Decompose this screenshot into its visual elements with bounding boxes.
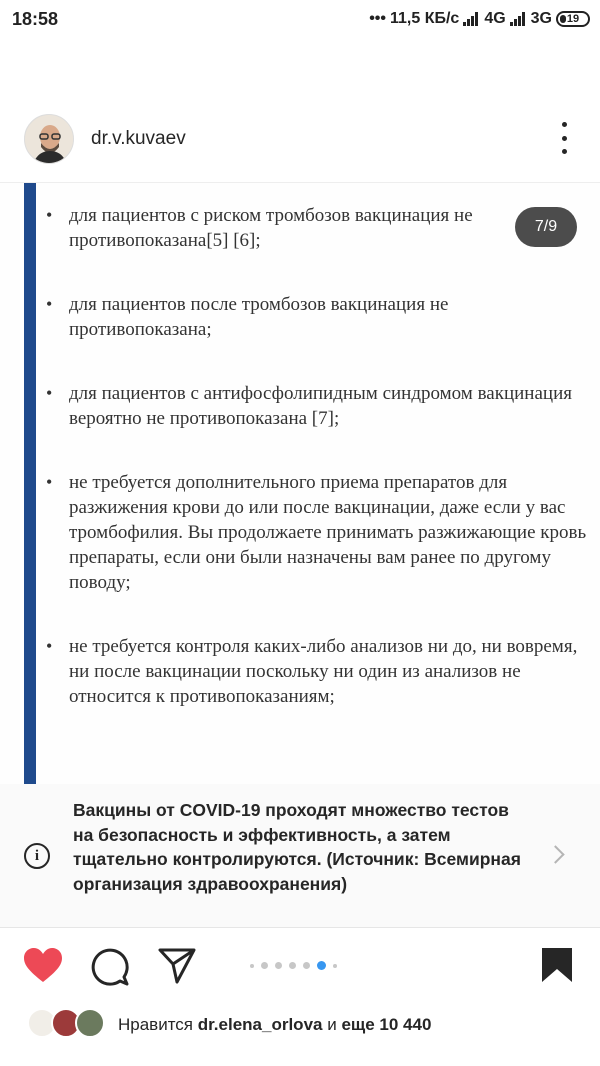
info-icon: i xyxy=(24,843,50,869)
page-counter: 7/9 xyxy=(515,207,577,247)
list-item: • не требуется дополнительного приема препаратов для разжижения крови до или после вакцинации, даже если у вас тромбофилия. Вы продолжаете принимать разжижающие кровь препараты, если они были назначены вам ранее по другому поводу; xyxy=(44,470,594,595)
liker-avatars[interactable] xyxy=(27,1008,107,1040)
likes-prefix: Нравится xyxy=(118,1015,194,1034)
battery-icon xyxy=(556,11,590,27)
post-header xyxy=(0,112,600,168)
heart-icon[interactable] xyxy=(23,947,63,988)
carousel-dot xyxy=(261,962,268,969)
battery-level: 19 xyxy=(566,13,580,25)
username[interactable]: dr.v.kuvaev xyxy=(91,128,186,149)
post-image[interactable] xyxy=(0,182,600,784)
share-icon[interactable] xyxy=(157,947,197,990)
liker-username[interactable]: dr.elena_orlova xyxy=(197,1015,323,1034)
carousel-dot xyxy=(303,962,310,969)
status-indicators xyxy=(369,10,590,28)
list-item: • для пациентов с риском тромбозов вакцинация не противопоказана[5] [6]; xyxy=(44,203,594,253)
slide-accent-bar xyxy=(24,183,36,784)
list-item: • для пациентов после тромбозов вакцинация не противопоказана; xyxy=(44,292,594,342)
bullet-list xyxy=(44,203,594,748)
info-banner-text: Вакцины от COVID-19 проходят множество тестов на безопасность и эффективность, а затем тщательно контролируются. (Источник: Всемирная организация здравоохранения) xyxy=(73,800,521,894)
likes-connector: и xyxy=(327,1015,337,1034)
network-speed: 11,5 КБ/с xyxy=(390,10,460,27)
covid-info-banner[interactable] xyxy=(0,784,600,928)
carousel-dot xyxy=(275,962,282,969)
list-item: • для пациентов с антифосфолипидным синдромом вакцинация вероятно не противопоказана [7]; xyxy=(44,381,594,431)
avatar[interactable] xyxy=(24,114,74,164)
action-bar xyxy=(0,945,600,989)
carousel-dots xyxy=(250,961,337,970)
bookmark-icon[interactable] xyxy=(541,947,573,988)
avatar-image xyxy=(25,115,74,164)
more-options-icon[interactable] xyxy=(558,122,570,154)
avatar xyxy=(75,1008,105,1038)
chevron-right-icon xyxy=(546,845,564,863)
comment-icon[interactable] xyxy=(90,947,130,992)
list-item: • не требуется контроля каких-либо анализов ни до, ни вовремя, ни после вакцинации поскольку ни один из анализов не относится к противопоказаниям; xyxy=(44,634,594,709)
carousel-dot xyxy=(289,962,296,969)
likes-row xyxy=(0,1008,600,1042)
status-bar xyxy=(0,0,600,40)
likes-text[interactable] xyxy=(118,1015,431,1035)
carousel-dot xyxy=(250,964,254,968)
signal-icon xyxy=(510,12,525,26)
likes-count[interactable]: еще 10 440 xyxy=(341,1015,432,1034)
carousel-dot-active xyxy=(317,961,326,970)
carousel-dot xyxy=(333,964,337,968)
dots-icon: ••• xyxy=(369,10,386,27)
signal-icon xyxy=(463,12,478,26)
status-time: 18:58 xyxy=(12,9,59,29)
network-type-2: 3G xyxy=(530,10,552,27)
network-type-1: 4G xyxy=(484,10,506,27)
